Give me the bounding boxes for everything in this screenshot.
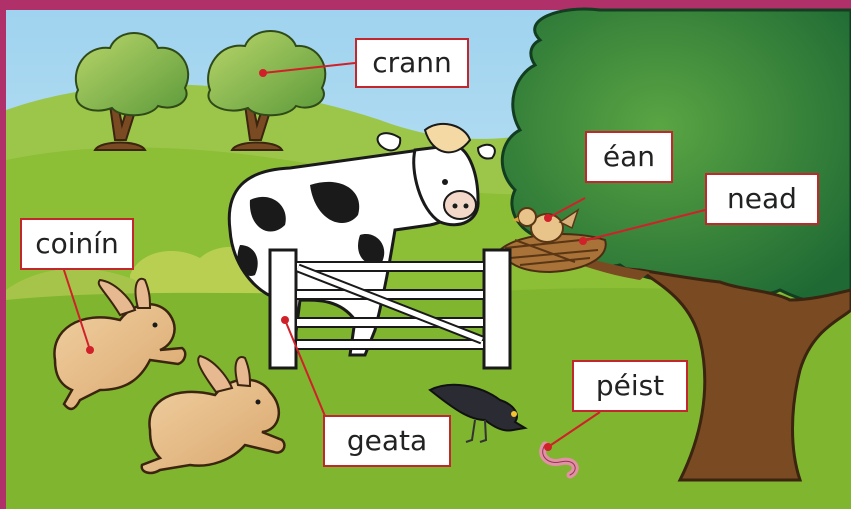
label-ean-text: éan xyxy=(602,140,656,173)
label-nead-text: nead xyxy=(727,182,797,215)
label-ean xyxy=(585,131,673,183)
label-nead xyxy=(705,173,819,225)
label-coinin xyxy=(20,218,134,270)
label-coinin-text: coinín xyxy=(35,227,119,260)
label-peist-text: péist xyxy=(595,369,665,402)
label-geata-text: geata xyxy=(346,424,428,457)
frame-left-edge xyxy=(0,0,6,509)
label-crann xyxy=(355,38,469,88)
label-crann-text: crann xyxy=(372,46,452,79)
label-geata xyxy=(323,415,451,467)
label-peist xyxy=(572,360,688,412)
